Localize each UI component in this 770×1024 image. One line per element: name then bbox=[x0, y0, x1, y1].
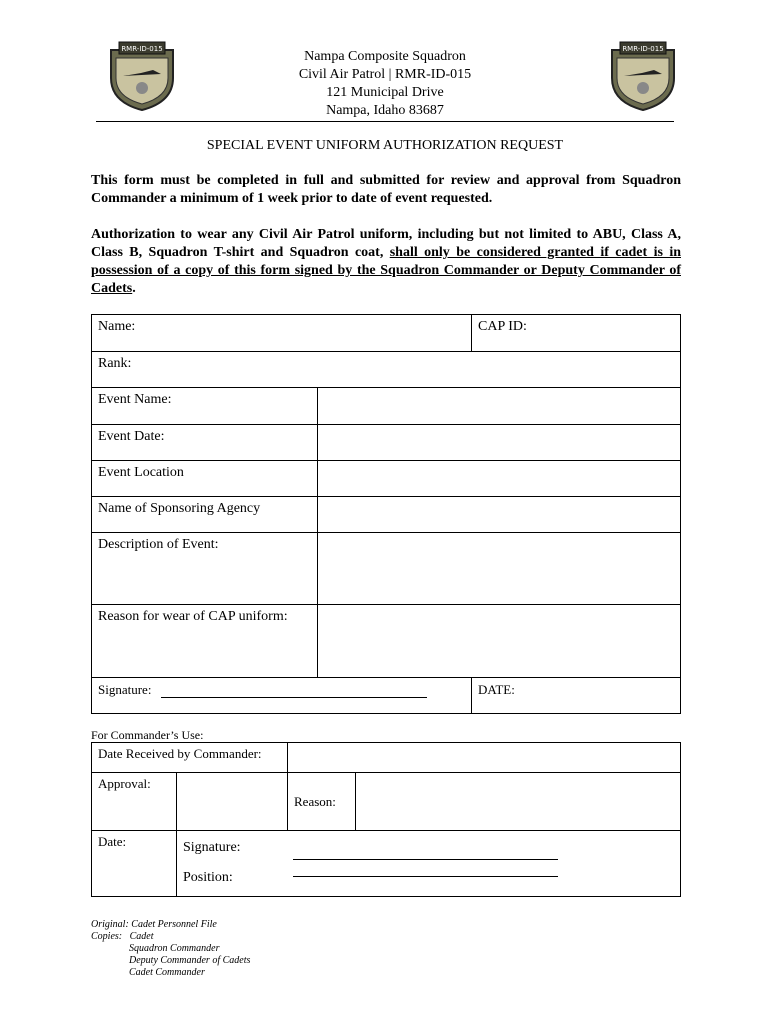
letterhead bbox=[0, 48, 770, 120]
footer-original: Original: Cadet Personnel File bbox=[91, 919, 217, 930]
request-form-table bbox=[91, 314, 681, 714]
reason-cmd-label: Reason: bbox=[288, 773, 356, 831]
cmd-signature-label: Signature: bbox=[183, 840, 241, 855]
description-input[interactable] bbox=[318, 533, 681, 605]
date-received-input[interactable] bbox=[288, 743, 681, 773]
commander-use-label: For Commander’s Use: bbox=[91, 728, 204, 742]
signature-field[interactable]: Signature: bbox=[92, 678, 472, 714]
event-name-input[interactable] bbox=[318, 388, 681, 425]
distribution-footer bbox=[91, 919, 250, 979]
name-field[interactable]: Name: bbox=[92, 315, 472, 352]
footer-copy-cadet-commander: Cadet Commander bbox=[129, 967, 205, 978]
approval-input[interactable] bbox=[177, 773, 288, 831]
event-location-label: Event Location bbox=[92, 461, 318, 497]
cap-id-field[interactable]: CAP ID: bbox=[472, 315, 681, 352]
form-title: SPECIAL EVENT UNIFORM AUTHORIZATION REQUEST bbox=[206, 138, 564, 153]
authorization-paragraph: Authorization to wear any Civil Air Patrol uniform, including but not limited to ABU, Class A, Class B, Squadron T-shirt and Squadron coat, shall only be considered granted if cadet is in possession of a copy of this form signed by the Squadron Commander or Deputy Commander of Cadets. bbox=[91, 227, 681, 296]
cmd-date-label: Date: bbox=[92, 831, 177, 897]
cmd-position-line bbox=[293, 876, 558, 877]
footer-copy-squadron-commander: Squadron Commander bbox=[129, 943, 220, 954]
cmd-signature-block[interactable] bbox=[177, 831, 681, 897]
commander-table bbox=[91, 742, 681, 897]
footer-copies: Copies: Cadet bbox=[91, 931, 154, 942]
event-date-label: Event Date: bbox=[92, 425, 318, 461]
svg-text:RMR-ID-015: RMR-ID-015 bbox=[622, 45, 664, 53]
cmd-position-label: Position: bbox=[183, 870, 233, 885]
instructions-paragraph: This form must be completed in full and submitted for review and approval from Squadron Commander a minimum of 1 week prior to date of event requested. bbox=[91, 173, 681, 206]
event-location-input[interactable] bbox=[318, 461, 681, 497]
footer-copy-deputy-commander: Deputy Commander of Cadets bbox=[129, 955, 251, 966]
sponsor-input[interactable] bbox=[318, 497, 681, 533]
reason-cmd-input[interactable] bbox=[356, 773, 681, 831]
squadron-name: Nampa Composite Squadron bbox=[304, 49, 466, 64]
address-city: Nampa, Idaho 83687 bbox=[326, 103, 444, 118]
date-received-label: Date Received by Commander: bbox=[92, 743, 288, 773]
sponsor-label: Name of Sponsoring Agency bbox=[92, 497, 318, 533]
date-field[interactable]: DATE: bbox=[472, 678, 681, 714]
svg-text:RMR-ID-015: RMR-ID-015 bbox=[121, 45, 163, 53]
cmd-signature-line bbox=[293, 859, 558, 860]
event-date-input[interactable] bbox=[318, 425, 681, 461]
squadron-unit: Civil Air Patrol | RMR-ID-015 bbox=[298, 67, 472, 82]
event-name-label: Event Name: bbox=[92, 388, 318, 425]
approval-label: Approval: bbox=[92, 773, 177, 831]
header-rule bbox=[96, 121, 674, 122]
address-street: 121 Municipal Drive bbox=[326, 85, 444, 100]
reason-label: Reason for wear of CAP uniform: bbox=[92, 605, 318, 678]
rank-field[interactable]: Rank: bbox=[92, 352, 681, 388]
signature-line bbox=[161, 685, 427, 698]
description-label: Description of Event: bbox=[92, 533, 318, 605]
reason-input[interactable] bbox=[318, 605, 681, 678]
